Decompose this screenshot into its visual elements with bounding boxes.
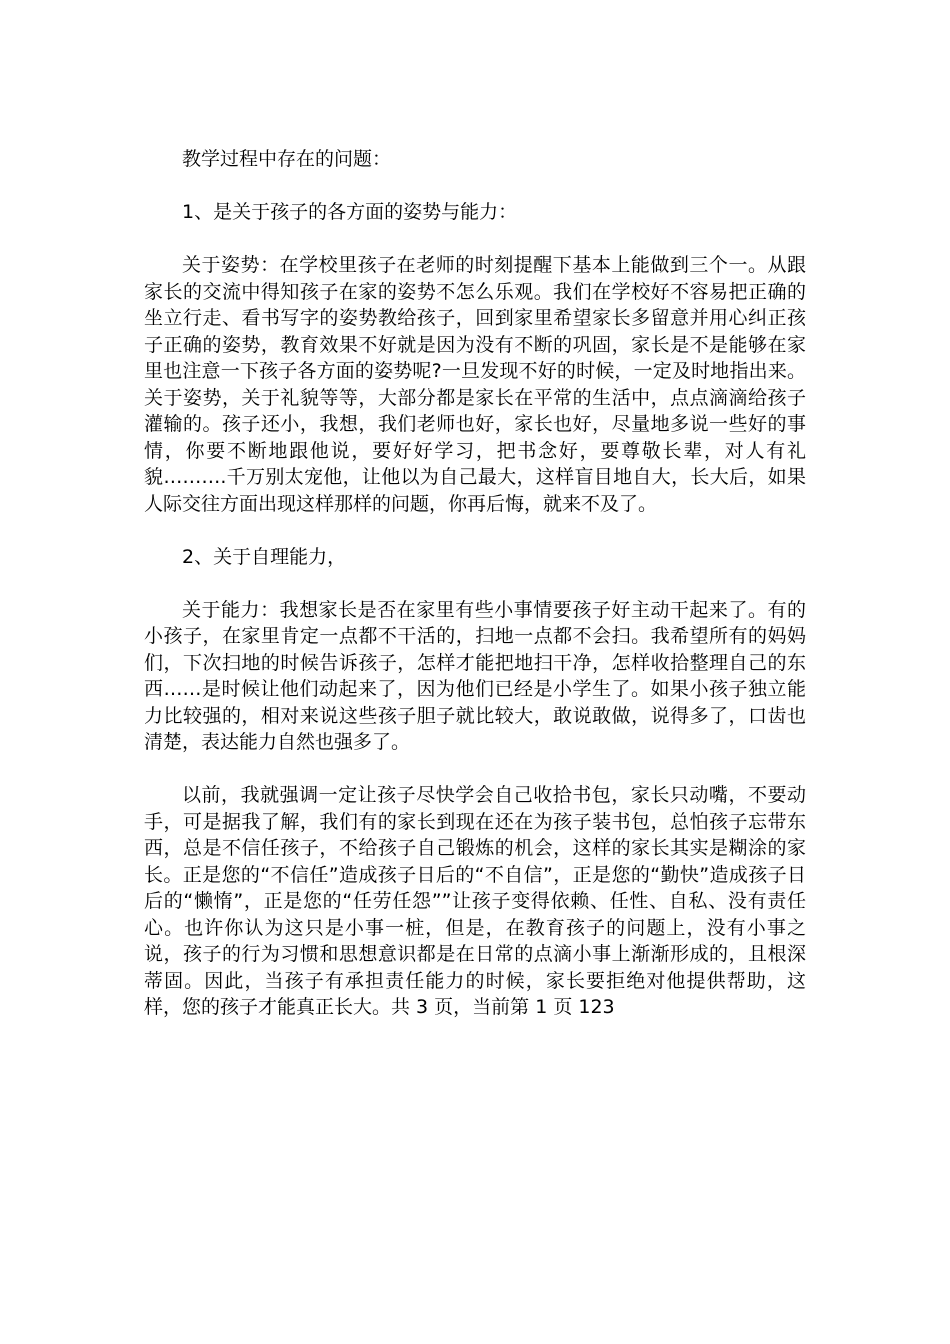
section-heading: 教学过程中存在的问题： xyxy=(182,148,392,170)
subsection-heading-posture-ability: 1、是关于孩子的各方面的姿势与能力： xyxy=(182,201,518,223)
paragraph-schoolbag: 以前，我就强调一定让孩子尽快学会自己收拾书包，家长只动嘴，不要动手，可是据我了解，我们有的家长到现在还在为孩子装书包，总怕孩子忘带东西，总是不信任孩子，不给孩子自己锻炼的机会，这样的家长其实是糊涂的家长。正是您的“不信任”造成孩子日后的“不自信”，正是您的“勤快”造成孩子日后的“懒惰”，正是您的“任劳任怨””让孩子变得依赖、任性、自私、没有责任心。也许你认为这只是小事一桩，但是，在教育孩子的问题上，没有小事之说，孩子的行为习惯和思想意识都是在日常的点滴小事上渐渐形成的，且根深蒂固。因此，当孩子有承担责任能力的时候，家长要拒绝对他提供帮助，这样，您的孩子才能真正长大。共 3 页，当前第 1 页 123 xyxy=(144,784,806,1018)
paragraph-ability: 关于能力：我想家长是否在家里有些小事情要孩子好主动干起来了。有的小孩子，在家里肯定一点都不干活的，扫地一点都不会扫。我希望所有的妈妈们，下次扫地的时候告诉孩子，怎样才能把地扫干净，怎样收拾整理自己的东西……是时候让他们动起来了，因为他们已经是小学生了。如果小孩子独立能力比较强的，相对来说这些孩子胆子就比较大，敢说敢做，说得多了，口齿也清楚，表达能力自然也强多了。 xyxy=(144,598,806,753)
subsection-heading-self-care: 2、关于自理能力， xyxy=(182,545,347,568)
paragraph-posture: 关于姿势：在学校里孩子在老师的时刻提醒下基本上能做到三个一。从跟家长的交流中得知孩子在家的姿势不怎么乐观。我们在学校好不容易把正确的坐立行走、看书写字的姿势教给孩子，回到家里希望家长多留意并用心纠正孩子正确的姿势，教育效果不好就是因为没有不断的巩固，家长是不是能够在家里也注意一下孩子各方面的姿势呢?一旦发现不好的时候，一定及时地指出来。关于姿势，关于礼貌等等，大部分都是家长在平常的生活中，点点滴滴给孩子灌输的。孩子还小，我想，我们老师也好，家长也好，尽量地多说一些好的事情，你要不断地跟他说，要好好学习，把书念好，要尊敬长辈，对人有礼貌……….千万别太宠他，让他以为自己最大，这样盲目地自大，长大后，如果人际交往方面出现这样那样的问题，你再后悔，就来不及了。 xyxy=(144,254,806,515)
document-body xyxy=(144,146,806,1021)
